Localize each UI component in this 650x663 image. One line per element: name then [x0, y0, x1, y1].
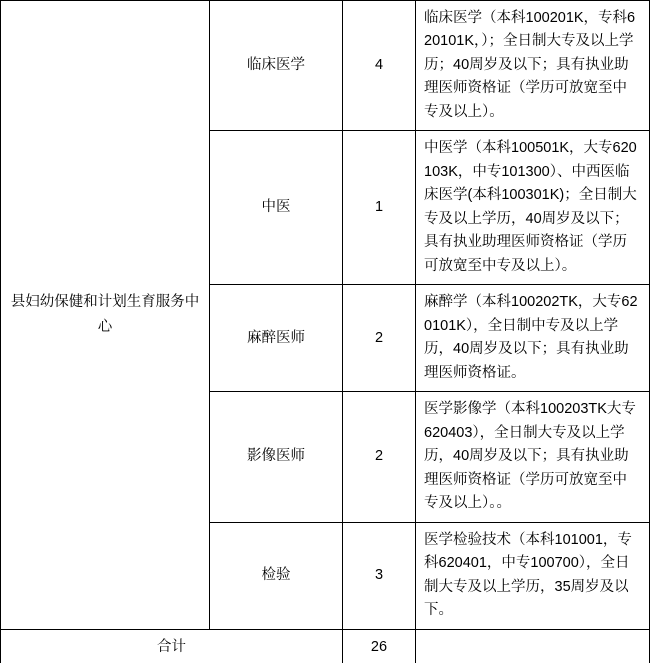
major-cell: 检验: [210, 522, 343, 629]
count-cell: 2: [343, 285, 416, 392]
requirement-cell: 临床医学（本科100201K，专科620101K，）；全日制大专及以上学历；40周岁及以下；具有执业助理医师资格证（学历可放宽至中专及以上）。: [416, 1, 650, 131]
requirement-cell: 麻醉学（本科100202TK，大专620101K），全日制中专及以上学历，40周岁及以下；具有执业助理医师资格证。: [416, 285, 650, 392]
organization-name: 县妇幼保健和计划生育服务中心: [10, 294, 200, 335]
table-row: [1, 1, 650, 131]
requirement-cell: 中医学（本科100501K，大专620103K，中专101300）、中西医临床医学(本科100301K)；全日制大专及以上学历，40周岁及以下；具有执业助理医师资格证（学历可放宽至中专及以上）。: [416, 131, 650, 285]
count-cell: 1: [343, 131, 416, 285]
count-cell: 2: [343, 392, 416, 522]
count-cell: 4: [343, 1, 416, 131]
total-count-cell: 26: [343, 629, 416, 663]
requirement-cell: 医学检验技术（本科101001，专科620401，中专100700），全日制大专及以上学历，35周岁及以下。: [416, 522, 650, 629]
major-cell: 中医: [210, 131, 343, 285]
requirement-cell: 医学影像学（本科100203TK大专620403），全日制大专及以上学历，40周岁及以下；具有执业助理医师资格证（学历可放宽至中专及以上）。。: [416, 392, 650, 522]
total-blank-cell: [416, 629, 650, 663]
major-cell: 麻醉医师: [210, 285, 343, 392]
table-total-row: [1, 629, 650, 663]
major-cell: 临床医学: [210, 1, 343, 131]
major-cell: 影像医师: [210, 392, 343, 522]
organization-cell: [1, 1, 210, 630]
count-cell: 3: [343, 522, 416, 629]
total-label-cell: 合计: [1, 629, 343, 663]
